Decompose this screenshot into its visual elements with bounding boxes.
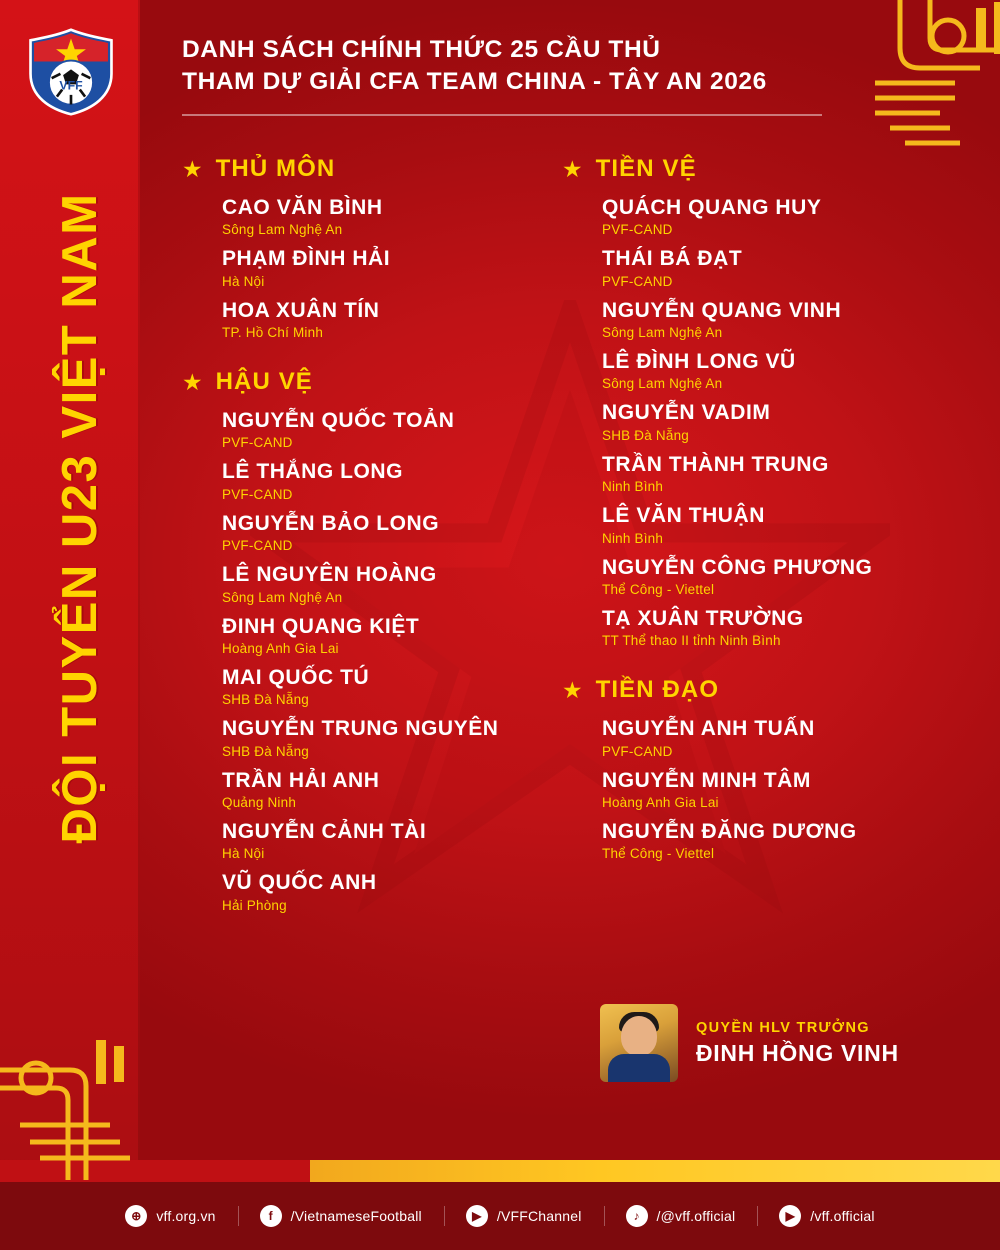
player-name: THÁI BÁ ĐẠT — [602, 247, 743, 271]
player-club: PVF-CAND — [602, 222, 673, 238]
player-row — [182, 717, 562, 758]
section-label: HẬU VỆ — [215, 368, 313, 396]
player-club: Hoàng Anh Gia Lai — [602, 794, 719, 810]
footer-label: /VFFChannel — [496, 1208, 582, 1224]
player-row — [562, 196, 962, 237]
player-club: Sông Lam Nghệ An — [222, 589, 343, 605]
player-row — [182, 247, 562, 288]
player-row — [182, 196, 562, 237]
header-line-1: DANH SÁCH CHÍNH THỨC 25 CẦU THỦ — [182, 36, 661, 63]
player-row — [562, 607, 962, 648]
poster-vertical-title: ĐỘI TUYỂN U23 VIỆT NAM — [53, 192, 107, 844]
player-club: Ninh Bình — [602, 479, 664, 495]
player-name: NGUYỄN VADIM — [602, 401, 771, 425]
player-name: NGUYỄN TRUNG NGUYÊN — [222, 717, 499, 741]
player-name: NGUYỄN CẢNH TÀI — [222, 819, 427, 843]
star-icon: ★ — [182, 155, 203, 182]
coach-avatar-body — [608, 1054, 670, 1082]
coach-text — [696, 1020, 899, 1067]
player-club: PVF-CAND — [222, 435, 293, 451]
player-row — [182, 666, 562, 707]
player-club: Hà Nội — [222, 846, 265, 862]
player-name: CAO VĂN BÌNH — [222, 196, 383, 219]
player-name: NGUYỄN CÔNG PHƯƠNG — [602, 555, 873, 579]
player-row — [562, 820, 962, 861]
vff-logo-text: VFF — [59, 78, 83, 93]
player-club: SHB Đà Nẵng — [602, 427, 689, 443]
player-club: PVF-CAND — [222, 538, 293, 554]
player-club: Ninh Bình — [602, 530, 664, 546]
player-row — [182, 512, 562, 553]
bottom-accent-stripe — [0, 1160, 1000, 1182]
player-club: Quảng Ninh — [222, 794, 297, 810]
squad-columns — [182, 155, 972, 941]
section-goalkeepers — [182, 155, 562, 340]
coach-avatar-face — [621, 1016, 657, 1056]
player-row — [182, 563, 562, 604]
youtube-icon: ▶ — [466, 1205, 488, 1227]
section-title-forwards — [562, 676, 962, 704]
section-label: TIỀN VỆ — [595, 155, 697, 182]
vff-logo — [27, 28, 115, 116]
play-icon: ▶ — [779, 1205, 801, 1227]
player-row — [562, 350, 962, 391]
star-icon: ★ — [562, 155, 583, 182]
player-club: Sông Lam Nghệ An — [602, 376, 723, 392]
footer-item-play[interactable] — [757, 1205, 896, 1227]
player-row — [182, 615, 562, 656]
player-club: Sông Lam Nghệ An — [222, 222, 343, 238]
player-row — [562, 717, 962, 758]
footer-label: /vff.official — [810, 1208, 875, 1224]
section-title-goalkeepers — [182, 155, 562, 183]
player-name: LÊ ĐÌNH LONG VŨ — [602, 350, 796, 374]
player-name: TRẦN THÀNH TRUNG — [602, 452, 829, 476]
player-row — [182, 769, 562, 810]
player-club: Hải Phòng — [222, 897, 287, 913]
player-row — [562, 556, 962, 597]
player-name: VŨ QUỐC ANH — [222, 871, 377, 895]
footer-item-website[interactable] — [103, 1205, 237, 1227]
footer-item-youtube[interactable] — [444, 1205, 604, 1227]
player-name: MAI QUỐC TÚ — [222, 665, 370, 689]
player-row — [182, 820, 562, 861]
section-defenders — [182, 368, 562, 913]
coach-role: QUYỀN HLV TRƯỞNG — [696, 1019, 870, 1036]
player-club: SHB Đà Nẵng — [222, 692, 309, 708]
coach-avatar — [600, 1004, 678, 1082]
section-midfielders — [562, 155, 962, 648]
globe-icon: ⊕ — [125, 1205, 147, 1227]
player-club: Hà Nội — [222, 273, 265, 289]
player-name: PHẠM ĐÌNH HẢI — [222, 247, 391, 271]
coach-block — [600, 1004, 899, 1082]
player-name: NGUYỄN QUANG VINH — [602, 298, 842, 322]
footer-label: vff.org.vn — [156, 1208, 216, 1224]
player-row — [562, 504, 962, 545]
player-name: TRẦN HẢI ANH — [222, 768, 380, 792]
column-left — [182, 155, 562, 941]
section-label: THỦ MÔN — [215, 155, 336, 182]
player-club: SHB Đà Nẵng — [222, 743, 309, 759]
footer-label: /VietnameseFootball — [290, 1208, 422, 1224]
player-name: LÊ VĂN THUẬN — [602, 504, 765, 528]
player-row — [182, 460, 562, 501]
star-icon: ★ — [562, 676, 583, 703]
player-name: TẠ XUÂN TRƯỜNG — [602, 606, 804, 630]
player-row — [182, 871, 562, 912]
player-row — [182, 299, 562, 340]
player-name: HOA XUÂN TÍN — [222, 298, 380, 322]
player-name: ĐINH QUANG KIỆT — [222, 614, 420, 638]
player-club: PVF-CAND — [602, 743, 673, 759]
footer-item-facebook[interactable] — [238, 1205, 444, 1227]
player-name: NGUYỄN QUỐC TOẢN — [222, 409, 455, 433]
player-club: Thể Công - Viettel — [602, 581, 715, 597]
poster-header — [182, 34, 822, 116]
player-name: LÊ THẮNG LONG — [222, 460, 403, 484]
player-row — [562, 299, 962, 340]
footer-label: /@vff.official — [656, 1208, 736, 1224]
player-row — [182, 409, 562, 450]
coach-name: ĐINH HỒNG VINH — [696, 1039, 899, 1066]
player-row — [562, 247, 962, 288]
footer-item-tiktok[interactable] — [604, 1205, 758, 1227]
column-right — [562, 155, 962, 941]
player-name: NGUYỄN ANH TUẤN — [602, 717, 815, 741]
section-forwards — [562, 676, 962, 861]
player-name: NGUYỄN BẢO LONG — [222, 511, 440, 535]
player-club: Sông Lam Nghệ An — [602, 325, 723, 341]
facebook-icon: f — [260, 1205, 282, 1227]
player-club: TP. Hồ Chí Minh — [222, 325, 324, 341]
player-club: Hoàng Anh Gia Lai — [222, 640, 339, 656]
player-name: NGUYỄN ĐĂNG DƯƠNG — [602, 819, 857, 843]
section-title-defenders — [182, 368, 562, 396]
player-row — [562, 401, 962, 442]
player-row — [562, 769, 962, 810]
section-label: TIỀN ĐẠO — [595, 676, 720, 704]
header-line-2: THAM DỰ GIẢI CFA TEAM CHINA - TÂY AN 2026 — [182, 68, 767, 96]
section-title-midfielders — [562, 155, 962, 183]
player-club: TT Thể thao II tỉnh Ninh Bình — [602, 633, 781, 649]
tiktok-icon: ♪ — [626, 1205, 648, 1227]
footer-social-bar — [0, 1182, 1000, 1250]
header-divider — [182, 114, 822, 116]
player-name: LÊ NGUYÊN HOÀNG — [222, 563, 437, 587]
player-row — [562, 453, 962, 494]
player-name: NGUYỄN MINH TÂM — [602, 768, 811, 792]
player-club: PVF-CAND — [222, 486, 293, 502]
player-club: PVF-CAND — [602, 273, 673, 289]
star-icon: ★ — [182, 368, 203, 395]
player-name: QUÁCH QUANG HUY — [602, 196, 822, 219]
player-club: Thể Công - Viettel — [602, 846, 715, 862]
